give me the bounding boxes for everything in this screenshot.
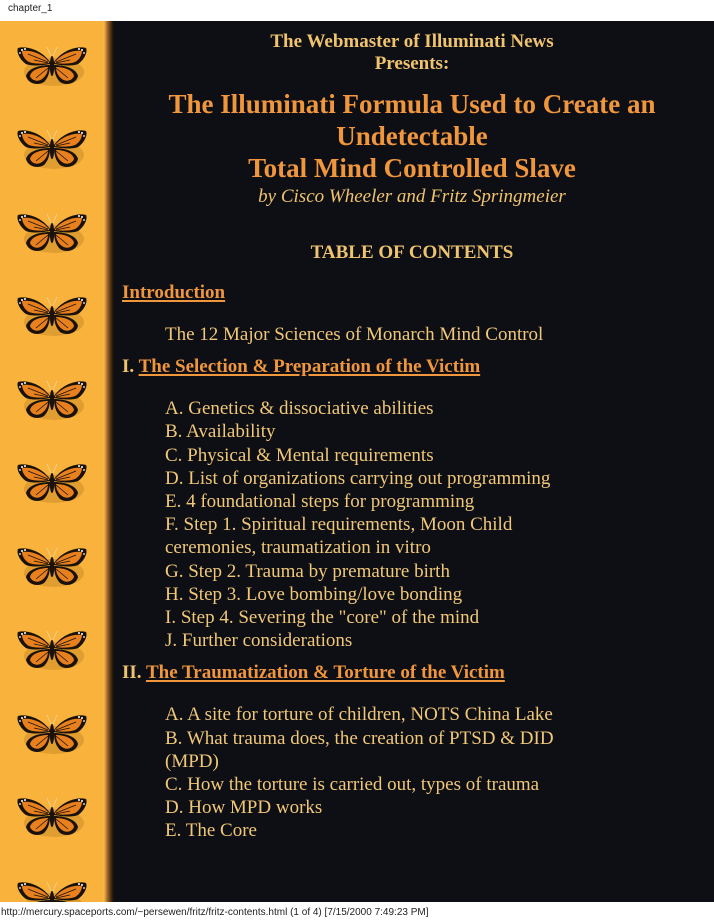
monarch-butterfly-icon [14, 626, 90, 674]
monarch-butterfly-icon [14, 125, 90, 173]
introduction-link[interactable]: Introduction [122, 282, 226, 303]
monarch-butterfly-icon [14, 877, 90, 902]
section-1-items [165, 397, 615, 652]
toc-item: A. A site for torture of children, NOTS China Lake [165, 704, 553, 726]
print-footer-url: http://mercury.spaceports.com/~persewen/fritz/fritz-contents.html (1 of 4) [7/15/2000 7:49:23 PM] [1, 907, 429, 918]
sidebar-bevel-divider [103, 21, 115, 902]
section-2-items [165, 703, 605, 842]
page-body [0, 21, 714, 902]
page-title [122, 88, 702, 184]
toc-item: I. Step 4. Severing the "core" of the mind [165, 607, 480, 629]
toc-item: G. Step 2. Trauma by premature birth [165, 560, 450, 582]
toc-item: D. List of organizations carrying out programming [165, 467, 551, 489]
presenter-line-2: Presents: [374, 53, 450, 74]
butterfly-sidebar [0, 21, 103, 902]
toc-item: B. What trauma does, the creation of PTSD & DID (MPD) [165, 727, 554, 772]
monarch-butterfly-icon [14, 42, 90, 90]
toc-section-2-heading [122, 662, 702, 684]
monarch-butterfly-icon [14, 209, 90, 257]
toc-item: E. The Core [165, 820, 257, 842]
monarch-butterfly-icon [14, 459, 90, 507]
section-1-link[interactable]: The Selection & Preparation of the Victim [138, 356, 481, 378]
print-header-title: chapter_1 [8, 3, 53, 14]
title-line-1: The Illuminati Formula Used to Create an [168, 89, 656, 119]
toc-item: H. Step 3. Love bombing/love bonding [165, 583, 463, 605]
presenter-block [122, 31, 702, 75]
toc-item: J. Further considerations [165, 630, 353, 652]
introduction-items [165, 323, 615, 346]
toc-item: F. Step 1. Spiritual requirements, Moon Child ceremonies, traumatization in vitro [165, 514, 513, 559]
monarch-butterfly-icon [14, 793, 90, 841]
monarch-butterfly-icon [14, 543, 90, 591]
toc-item: E. 4 foundational steps for programming [165, 491, 475, 513]
toc-item: A. Genetics & dissociative abilities [165, 398, 434, 420]
toc-item: C. Physical & Mental requirements [165, 444, 434, 466]
toc-introduction-heading [122, 282, 702, 304]
section-numeral: II. [122, 662, 142, 684]
section-numeral: I. [122, 356, 135, 378]
toc-item: C. How the torture is carried out, types of trauma [165, 774, 540, 796]
title-line-2: Undetectable [336, 121, 488, 151]
section-2-link[interactable]: The Traumatization & Torture of the Victim [145, 662, 505, 684]
toc-item: The 12 Major Sciences of Monarch Mind Control [165, 324, 544, 345]
main-content [122, 21, 702, 843]
toc-item: D. How MPD works [165, 797, 323, 819]
title-line-3: Total Mind Controlled Slave [248, 153, 576, 183]
monarch-butterfly-icon [14, 710, 90, 758]
monarch-butterfly-icon [14, 376, 90, 424]
toc-section-1-heading [122, 356, 702, 378]
toc-heading: TABLE OF CONTENTS [310, 242, 514, 263]
byline: by Cisco Wheeler and Fritz Springmeier [258, 186, 566, 207]
presenter-line-1: The Webmaster of Illuminati News [270, 31, 554, 52]
monarch-butterfly-icon [14, 292, 90, 340]
toc-item: B. Availability [165, 421, 276, 443]
